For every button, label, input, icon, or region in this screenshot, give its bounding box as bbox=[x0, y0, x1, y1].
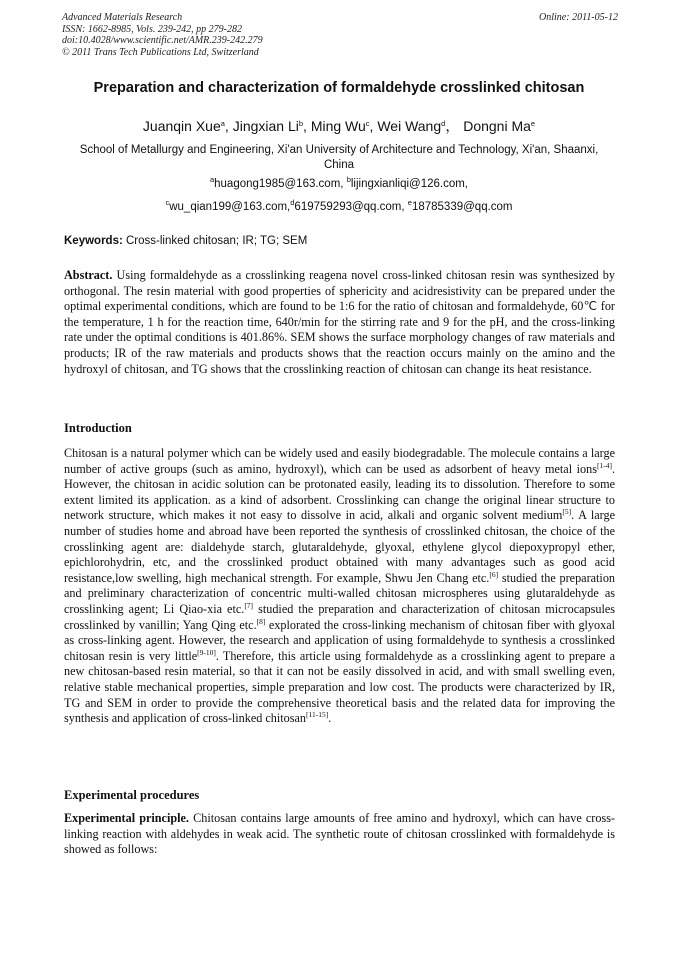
intro-text: . bbox=[328, 711, 332, 726]
online-date: Online: 2011-05-12 bbox=[539, 12, 618, 23]
doi-line[interactable]: doi:10.4028/www.scientific.net/AMR.239-242.279 bbox=[62, 35, 263, 46]
intro-text: . Therefore, this article using formaldehyde as a crosslinking agent to prepare a new chitosan-based resin material, so that it can not be easily dissolved in acid, and with small swelling even, relative stable mechanical properties, simple preparation and low cost. The products were characterized by IR, TG and SEM in order to provide the comprehensive theoretical basis and the related data for improving the synthesis and application of cross-linked chitosan bbox=[64, 648, 615, 726]
email-sup: d bbox=[290, 198, 295, 207]
author-name: Wei Wang bbox=[377, 118, 442, 134]
email-e[interactable]: 18785339@qq.com bbox=[411, 201, 513, 213]
introduction-heading: Introduction bbox=[64, 421, 132, 435]
author-separator: , bbox=[303, 118, 311, 134]
journal-header bbox=[62, 12, 618, 58]
author-sup: d bbox=[441, 119, 446, 128]
citation[interactable]: [9-10] bbox=[197, 647, 216, 657]
intro-text: explorated the cross-linking mechanism of chitosan fiber with glyoxal as cross-linking agent. However, the research and application of using formaldehyde to synthesis a crosslinked chitosan resin is very little bbox=[64, 617, 616, 663]
citation[interactable]: [8] bbox=[256, 616, 266, 626]
intro-text: . However, the chitosan in acidic solution can be protonated easily, leading its to dissolution. Therefore to some extent limited its application. as a kind of adsorbent. Crosslinking can change the original linear structure to network structure, which makes it not easy to dissolve in acid, alkali and organic solvent medium bbox=[64, 461, 615, 523]
email-sup: c bbox=[165, 198, 170, 207]
email-a[interactable]: huagong1985@163.com, bbox=[214, 178, 344, 190]
author-name: Dongni Ma bbox=[463, 118, 531, 134]
author-sup: c bbox=[365, 119, 370, 128]
author-name: Jingxian Li bbox=[232, 118, 299, 134]
author-name: Ming Wu bbox=[310, 118, 366, 134]
author-sup: e bbox=[530, 119, 536, 128]
email-line-2 bbox=[40, 198, 638, 213]
email-d[interactable]: 619759293@qq.com, bbox=[294, 201, 405, 213]
author-list bbox=[40, 116, 638, 136]
keywords-text: Cross-linked chitosan; IR; TG; SEM bbox=[126, 235, 308, 247]
experimental-heading: Experimental procedures bbox=[64, 788, 200, 802]
issn-line: ISSN: 1662-8985, Vols. 239-242, pp 279-282 bbox=[62, 23, 242, 35]
email-b[interactable]: lijingxianliqi@126.com, bbox=[350, 178, 469, 190]
author-separator: , bbox=[369, 118, 378, 134]
affiliation: School of Metallurgy and Engineering, Xi'an University of Architecture and Technology, Xi'an, Shaanxi, China bbox=[79, 144, 599, 171]
intro-text: studied the preparation and characterization of chitosan microcapsules crosslinked by vanillin; Yang Qing etc. bbox=[64, 601, 615, 632]
paper-title: Preparation and characterization of formaldehyde crosslinked chitosan bbox=[93, 80, 585, 96]
email-sup: e bbox=[407, 198, 412, 207]
abstract bbox=[64, 268, 615, 377]
email-sup: a bbox=[209, 175, 215, 184]
keywords bbox=[64, 235, 620, 247]
citation[interactable]: [7] bbox=[244, 600, 254, 610]
email-sup: b bbox=[346, 175, 351, 184]
email-c[interactable]: wu_qian199@163.com, bbox=[169, 201, 291, 213]
intro-text: Chitosan is a natural polymer which can be widely used and easily biodegradable. The molecule contains a large number of active groups (such as amino, hydroxyl), which can be used as adsorbent of heavy metal ions bbox=[64, 446, 615, 476]
copyright-line: © 2011 Trans Tech Publications Ltd, Switzerland bbox=[62, 46, 259, 58]
citation[interactable]: [1-4] bbox=[596, 460, 612, 470]
author-separator: ， bbox=[445, 118, 460, 134]
abstract-text: Using formaldehyde as a crosslinking reagena novel cross-linked chitosan resin was synthesized by orthogonal. The resin material with good properties of sphericity and acidresistivity can be prepared under the optimal experimental conditions, which are found to be 1:6 for the ratio of chitosan and formaldehyde, 60℃ for the temperature, 1 h for the reaction time, 640r/min for the stirring rate and 9 for the pH, and the cross-linking rate under the optimal conditions is 401.86%. SEM shows the surface morphology changes of raw materials and products; IR of the raw materials and products shows that the reaction occurs mainly on the amino and the hydroxyl of chitosan, and TG shows that the crosslinking reaction of chitosan can change its heat resistance. bbox=[64, 268, 615, 376]
author-sup: a bbox=[220, 119, 225, 128]
author-name: Juanqin Xue bbox=[142, 118, 221, 134]
intro-text: . A large number of studies home and abroad have been reported the synthesis of crosslinked chitosan, the choice of the crosslinking agent are: dialdehyde starch, glutaraldehyde, glyoxal, ethylene glycol diepoxypropyl ether, epichlorohydrin, etc, and the crosslinked product obtained with many advantages such as good acid resistance,low swelling, high mechanical strength. For example, Shwu Jen Chang etc. bbox=[64, 508, 616, 585]
author-separator: , bbox=[224, 118, 233, 134]
citation[interactable]: [5] bbox=[562, 507, 572, 517]
introduction-body bbox=[64, 446, 615, 727]
citation[interactable]: [6] bbox=[489, 569, 499, 579]
keywords-label: Keywords: bbox=[64, 235, 123, 247]
email-line-1 bbox=[40, 175, 638, 190]
abstract-label: Abstract. bbox=[64, 268, 113, 282]
experimental-text: Chitosan contains large amounts of free amino and hydroxyl, which can have cross-linking reaction with aldehydes in weak acid. The synthetic route of chitosan crosslinked with formaldehyde is showed as follows: bbox=[64, 811, 615, 857]
citation[interactable]: [11-15] bbox=[306, 710, 329, 720]
intro-text: studied the preparation and preliminary characterization of concentric multi-walled chitosan microspheres using glutaraldehyde as crosslinking agent; Li Qiao-xia etc. bbox=[64, 570, 616, 616]
author-sup: b bbox=[298, 119, 304, 128]
journal-name: Advanced Materials Research bbox=[62, 12, 183, 23]
experimental-lead: Experimental principle. bbox=[64, 811, 189, 825]
experimental-body bbox=[64, 811, 615, 858]
